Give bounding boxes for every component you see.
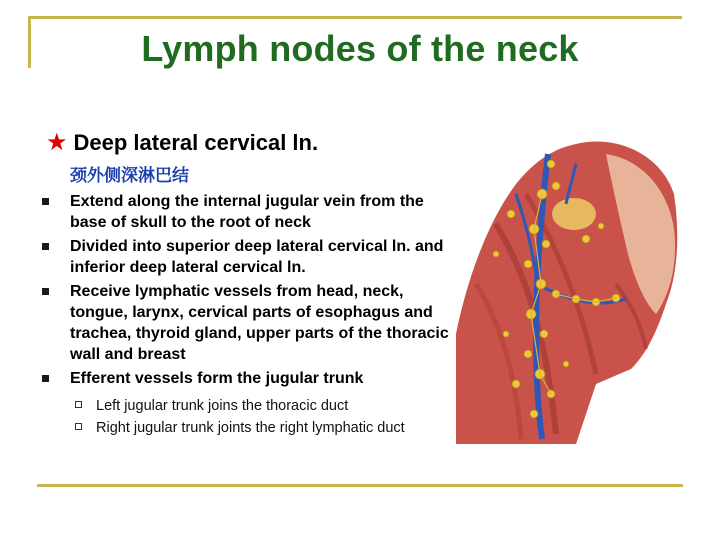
sub-bullet-text: Right jugular trunk joints the right lymphatic duct [96,420,405,436]
sub-bullet-item [66,417,460,439]
bullet-text: Extend along the internal jugular vein from the base of skull to the root of neck [70,193,424,231]
frame-bottom-line [37,484,683,487]
bullet-text: Divided into superior deep lateral cervical ln. and inferior deep lateral cervical ln. [70,238,444,276]
neck-anatomy-illustration [456,134,680,444]
bullet-item [40,281,460,365]
hollow-square-bullet-icon [75,423,82,430]
section-subheading-chinese: 颈外侧深淋巴结 [70,166,189,186]
sub-bullet-item [66,395,460,417]
square-bullet-icon [42,198,49,205]
section-heading-text: Deep lateral cervical ln. [73,130,319,155]
bullet-list [40,191,460,442]
bullet-item [40,191,460,233]
square-bullet-icon [42,375,49,382]
square-bullet-icon [42,288,49,295]
sub-bullet-text: Left jugular trunk joins the thoracic duct [96,398,349,414]
square-bullet-icon [42,243,49,250]
star-icon: ★ [46,129,68,156]
sub-bullet-list [66,395,460,439]
bullet-text: Receive lymphatic vessels from head, neck, tongue, larynx, cervical parts of esophagus and trachea, thyroid gland, upper parts of the thoracic wall and breast [70,283,449,363]
bullet-text: Efferent vessels form the jugular trunk [70,370,364,387]
bullet-item [40,368,460,439]
section-heading [46,128,318,157]
bullet-item [40,236,460,278]
slide-title: Lymph nodes of the neck [141,28,579,69]
hollow-square-bullet-icon [75,401,82,408]
frame-top-line [28,16,682,19]
